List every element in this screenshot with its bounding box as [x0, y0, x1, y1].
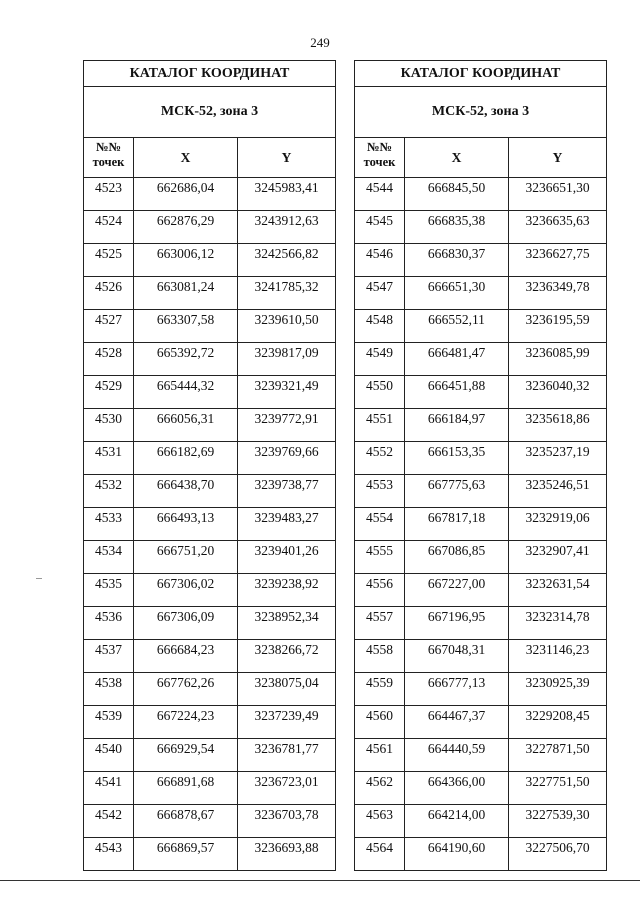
point-number: 4529	[84, 376, 134, 409]
y-coordinate: 3237239,49	[238, 706, 336, 739]
page-bottom-rule	[0, 880, 640, 881]
point-number: 4549	[355, 343, 405, 376]
y-coordinate: 3239738,77	[238, 475, 336, 508]
x-coordinate: 666929,54	[134, 739, 238, 772]
table-row	[355, 508, 607, 541]
table-row	[355, 343, 607, 376]
x-coordinate: 664440,59	[405, 739, 509, 772]
table-row	[355, 640, 607, 673]
y-coordinate: 3238075,04	[238, 673, 336, 706]
table-row	[355, 211, 607, 244]
point-number: 4564	[355, 838, 405, 871]
y-coordinate: 3229208,45	[509, 706, 607, 739]
point-number: 4527	[84, 310, 134, 343]
y-coordinate: 3236635,63	[509, 211, 607, 244]
point-number: 4562	[355, 772, 405, 805]
x-coordinate: 666777,13	[405, 673, 509, 706]
y-coordinate: 3231146,23	[509, 640, 607, 673]
point-number: 4559	[355, 673, 405, 706]
point-number-header: №№ точек	[355, 138, 405, 178]
y-coordinate: 3235237,19	[509, 442, 607, 475]
x-coordinate: 667224,23	[134, 706, 238, 739]
x-coordinate: 667817,18	[405, 508, 509, 541]
table-row	[355, 838, 607, 871]
table-row	[84, 574, 336, 607]
table-row	[355, 607, 607, 640]
y-coordinate: 3239610,50	[238, 310, 336, 343]
point-number: 4538	[84, 673, 134, 706]
y-coordinate: 3232907,41	[509, 541, 607, 574]
point-number-header: №№ точек	[84, 138, 134, 178]
x-coordinate: 666552,11	[405, 310, 509, 343]
x-coordinate: 667775,63	[405, 475, 509, 508]
point-number: 4548	[355, 310, 405, 343]
point-number: 4539	[84, 706, 134, 739]
y-coordinate: 3235618,86	[509, 409, 607, 442]
x-coordinate: 666182,69	[134, 442, 238, 475]
point-number: 4544	[355, 178, 405, 211]
point-number: 4524	[84, 211, 134, 244]
y-coordinate: 3243912,63	[238, 211, 336, 244]
coordinate-catalog-right	[354, 60, 607, 871]
table-row	[355, 739, 607, 772]
x-coordinate: 666438,70	[134, 475, 238, 508]
table-row	[355, 541, 607, 574]
x-header: X	[134, 138, 238, 178]
y-coordinate: 3227871,50	[509, 739, 607, 772]
point-number: 4541	[84, 772, 134, 805]
point-number: 4542	[84, 805, 134, 838]
point-number: 4535	[84, 574, 134, 607]
point-number: 4523	[84, 178, 134, 211]
y-coordinate: 3227539,30	[509, 805, 607, 838]
table-row	[355, 442, 607, 475]
x-coordinate: 667048,31	[405, 640, 509, 673]
point-number: 4558	[355, 640, 405, 673]
x-coordinate: 667762,26	[134, 673, 238, 706]
table-row	[355, 178, 607, 211]
y-coordinate: 3239483,27	[238, 508, 336, 541]
point-number: 4526	[84, 277, 134, 310]
y-coordinate: 3236703,78	[238, 805, 336, 838]
x-coordinate: 664366,00	[405, 772, 509, 805]
point-number: 4556	[355, 574, 405, 607]
point-number: 4550	[355, 376, 405, 409]
table-row	[84, 640, 336, 673]
table-row	[84, 673, 336, 706]
point-number: 4551	[355, 409, 405, 442]
table-row	[355, 805, 607, 838]
table-row	[355, 706, 607, 739]
y-coordinate: 3227751,50	[509, 772, 607, 805]
x-coordinate: 667196,95	[405, 607, 509, 640]
x-coordinate: 663081,24	[134, 277, 238, 310]
x-coordinate: 666845,50	[405, 178, 509, 211]
point-number: 4533	[84, 508, 134, 541]
y-coordinate: 3238266,72	[238, 640, 336, 673]
y-coordinate: 3238952,34	[238, 607, 336, 640]
x-coordinate: 662876,29	[134, 211, 238, 244]
table-row	[355, 673, 607, 706]
y-coordinate: 3242566,82	[238, 244, 336, 277]
y-coordinate: 3239401,26	[238, 541, 336, 574]
point-number: 4555	[355, 541, 405, 574]
table-row	[84, 475, 336, 508]
table-row	[84, 541, 336, 574]
x-coordinate: 666184,97	[405, 409, 509, 442]
point-number: 4553	[355, 475, 405, 508]
catalog-body	[355, 178, 607, 871]
y-coordinate: 3227506,70	[509, 838, 607, 871]
table-row	[84, 706, 336, 739]
x-coordinate: 667086,85	[405, 541, 509, 574]
point-number: 4543	[84, 838, 134, 871]
y-coordinate: 3239321,49	[238, 376, 336, 409]
table-row	[355, 409, 607, 442]
x-coordinate: 666153,35	[405, 442, 509, 475]
table-row	[84, 442, 336, 475]
x-coordinate: 666830,37	[405, 244, 509, 277]
x-coordinate: 666751,20	[134, 541, 238, 574]
table-row	[84, 211, 336, 244]
point-number: 4554	[355, 508, 405, 541]
x-coordinate: 666684,23	[134, 640, 238, 673]
x-coordinate: 665392,72	[134, 343, 238, 376]
x-coordinate: 666451,88	[405, 376, 509, 409]
catalog-title: КАТАЛОГ КООРДИНАТ	[355, 61, 607, 87]
table-row	[84, 310, 336, 343]
x-coordinate: 664190,60	[405, 838, 509, 871]
x-coordinate: 663307,58	[134, 310, 238, 343]
y-header: Y	[509, 138, 607, 178]
point-number: 4561	[355, 739, 405, 772]
table-row	[355, 376, 607, 409]
x-coordinate: 664214,00	[405, 805, 509, 838]
catalog-body	[84, 178, 336, 871]
point-number: 4531	[84, 442, 134, 475]
y-coordinate: 3232631,54	[509, 574, 607, 607]
point-number: 4530	[84, 409, 134, 442]
x-coordinate: 664467,37	[405, 706, 509, 739]
x-coordinate: 662686,04	[134, 178, 238, 211]
table-row	[84, 607, 336, 640]
y-header: Y	[238, 138, 336, 178]
x-coordinate: 666481,47	[405, 343, 509, 376]
y-coordinate: 3239817,09	[238, 343, 336, 376]
x-coordinate: 666891,68	[134, 772, 238, 805]
table-row	[355, 244, 607, 277]
table-row	[84, 343, 336, 376]
y-coordinate: 3241785,32	[238, 277, 336, 310]
point-number: 4546	[355, 244, 405, 277]
table-row	[355, 475, 607, 508]
x-coordinate: 665444,32	[134, 376, 238, 409]
table-row	[84, 805, 336, 838]
table-row	[84, 178, 336, 211]
point-number: 4545	[355, 211, 405, 244]
table-row	[84, 508, 336, 541]
table-row	[84, 244, 336, 277]
y-coordinate: 3236040,32	[509, 376, 607, 409]
y-coordinate: 3236349,78	[509, 277, 607, 310]
y-coordinate: 3239769,66	[238, 442, 336, 475]
coordinate-catalog-left	[83, 60, 336, 871]
y-coordinate: 3236627,75	[509, 244, 607, 277]
table-row	[355, 310, 607, 343]
y-coordinate: 3230925,39	[509, 673, 607, 706]
x-coordinate: 666835,38	[405, 211, 509, 244]
y-coordinate: 3239772,91	[238, 409, 336, 442]
table-row	[84, 838, 336, 871]
table-row	[84, 739, 336, 772]
table-row	[355, 574, 607, 607]
x-coordinate: 666869,57	[134, 838, 238, 871]
point-number: 4560	[355, 706, 405, 739]
point-number: 4534	[84, 541, 134, 574]
y-coordinate: 3245983,41	[238, 178, 336, 211]
y-coordinate: 3232919,06	[509, 508, 607, 541]
point-number: 4563	[355, 805, 405, 838]
table-row	[355, 277, 607, 310]
zone-label: МСК-52, зона 3	[355, 87, 607, 138]
y-coordinate: 3239238,92	[238, 574, 336, 607]
y-coordinate: 3236723,01	[238, 772, 336, 805]
y-coordinate: 3236693,88	[238, 838, 336, 871]
point-number: 4537	[84, 640, 134, 673]
point-number: 4536	[84, 607, 134, 640]
x-coordinate: 667227,00	[405, 574, 509, 607]
x-coordinate: 663006,12	[134, 244, 238, 277]
table-row	[84, 772, 336, 805]
point-number: 4557	[355, 607, 405, 640]
page-number: 249	[310, 35, 330, 50]
x-header: X	[405, 138, 509, 178]
y-coordinate: 3235246,51	[509, 475, 607, 508]
y-coordinate: 3236195,59	[509, 310, 607, 343]
y-coordinate: 3236085,99	[509, 343, 607, 376]
point-number: 4525	[84, 244, 134, 277]
point-number: 4532	[84, 475, 134, 508]
table-row	[355, 772, 607, 805]
x-coordinate: 667306,02	[134, 574, 238, 607]
table-row	[84, 376, 336, 409]
y-coordinate: 3236781,77	[238, 739, 336, 772]
table-row	[84, 277, 336, 310]
zone-label: МСК-52, зона 3	[84, 87, 336, 138]
x-coordinate: 666056,31	[134, 409, 238, 442]
y-coordinate: 3236651,30	[509, 178, 607, 211]
x-coordinate: 666493,13	[134, 508, 238, 541]
y-coordinate: 3232314,78	[509, 607, 607, 640]
table-row	[84, 409, 336, 442]
point-number: 4547	[355, 277, 405, 310]
point-number: 4528	[84, 343, 134, 376]
catalog-title: КАТАЛОГ КООРДИНАТ	[84, 61, 336, 87]
point-number: 4540	[84, 739, 134, 772]
x-coordinate: 666878,67	[134, 805, 238, 838]
x-coordinate: 666651,30	[405, 277, 509, 310]
point-number: 4552	[355, 442, 405, 475]
x-coordinate: 667306,09	[134, 607, 238, 640]
scan-mark	[36, 578, 42, 579]
